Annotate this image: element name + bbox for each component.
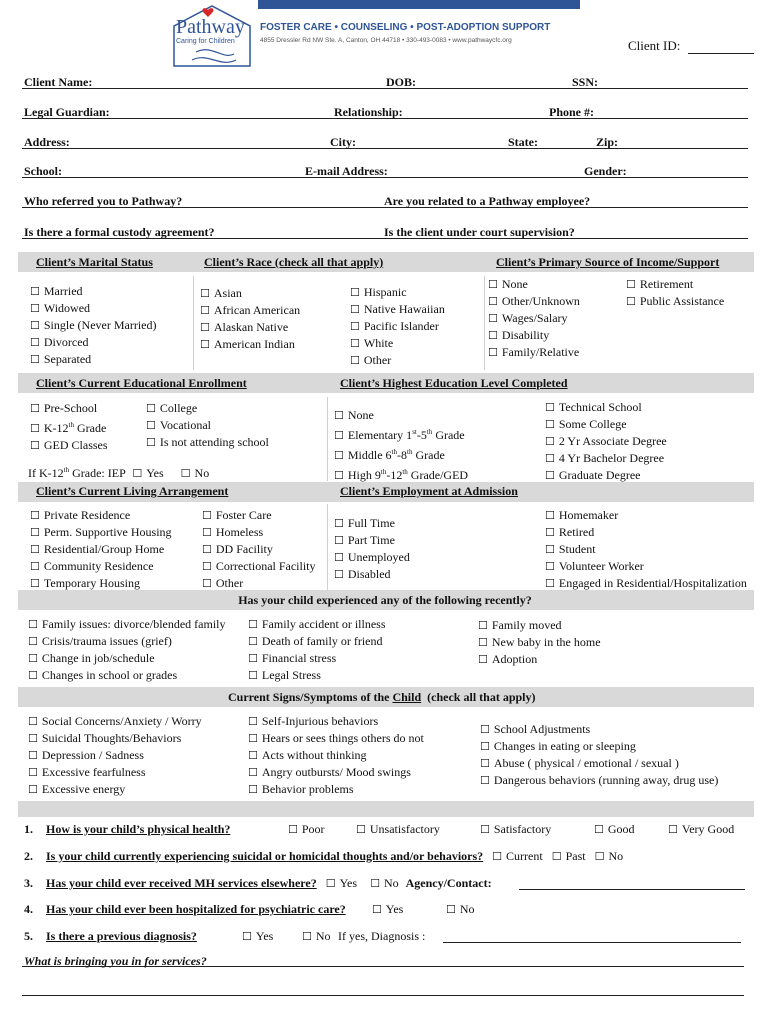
race-option[interactable]: ☐ Asian <box>200 285 300 302</box>
question-number: 3. <box>24 876 33 890</box>
iep-row <box>28 466 209 481</box>
email-label: E-mail Address: <box>305 164 388 178</box>
employment-option[interactable]: ☐ Volunteer Worker <box>545 558 747 575</box>
iep-yes[interactable]: ☐ Yes <box>132 466 163 480</box>
question-5 <box>24 929 197 944</box>
header-address: 4855 Dressler Rd NW Ste. A, Canton, OH 44718 • 330-493-0083 • www.pathwaycfc.org <box>260 37 512 44</box>
phone-label: Phone #: <box>549 105 594 119</box>
living-option[interactable]: ☐ Private Residence <box>30 507 172 524</box>
elem-label: Elementary 1 <box>347 428 413 442</box>
symptoms-heading-post: (check all that apply) <box>421 690 536 704</box>
experienced-option[interactable]: ☐ Financial stress <box>248 650 386 667</box>
symptoms-list-a <box>28 713 202 798</box>
ssn-label: SSN: <box>572 75 599 89</box>
symptoms-list-b <box>248 713 424 798</box>
marital-list <box>30 283 157 368</box>
race-option[interactable]: ☐ Other <box>350 352 445 369</box>
race-option[interactable]: ☐ Alaskan Native <box>200 319 300 336</box>
elem-mid: -5 <box>416 428 427 442</box>
high-end: Grade/GED <box>407 468 469 482</box>
address-field[interactable] <box>22 148 748 149</box>
health-satisfactory[interactable]: ☐ Satisfactory <box>480 822 551 837</box>
client-id-field[interactable] <box>688 53 754 54</box>
marital-heading: Client’s Marital Status <box>36 255 153 269</box>
symptom-option[interactable]: ☐ Angry outbursts/ Mood swings <box>248 764 424 781</box>
race-list-a <box>200 285 300 353</box>
question-2 <box>24 849 623 864</box>
divider <box>327 397 328 481</box>
employment-heading: Client’s Employment at Admission <box>340 484 518 498</box>
edu-highest-option[interactable] <box>334 444 468 464</box>
high-sup: th <box>380 468 387 476</box>
middle-label: Middle 6 <box>347 448 392 462</box>
experienced-list-c <box>478 617 601 668</box>
divider <box>484 276 485 370</box>
living-list-b <box>202 507 316 592</box>
employment-option[interactable]: ☐ Student <box>545 541 747 558</box>
race-option[interactable]: ☐ Hispanic <box>350 284 445 301</box>
edu-option[interactable]: ☐ Pre-School <box>30 400 108 417</box>
employment-list-b <box>545 507 747 592</box>
edu-highest-option[interactable]: ☐ 2 Yr Associate Degree <box>545 433 667 450</box>
hospitalized-no[interactable]: ☐ No <box>446 902 475 917</box>
question-number: 4. <box>24 902 33 916</box>
state-label: State: <box>508 135 538 149</box>
symptom-option[interactable]: ☐ Changes in eating or sleeping <box>480 738 718 755</box>
living-option[interactable]: ☐ Other <box>202 575 316 592</box>
experienced-option[interactable]: ☐ Family moved <box>478 617 601 634</box>
employment-list-a <box>334 515 410 583</box>
income-option[interactable]: ☐ Wages/Salary <box>488 310 580 327</box>
related-label: Are you related to a Pathway employee? <box>384 194 591 208</box>
elem-sup: st <box>412 428 417 436</box>
symptom-option[interactable]: ☐ Self-Injurious behaviors <box>248 713 424 730</box>
question-text: Is there a previous diagnosis? <box>46 929 197 943</box>
employment-option[interactable]: ☐ Full Time <box>334 515 410 532</box>
race-option[interactable]: ☐ Native Hawaiian <box>350 301 445 318</box>
edu-highest-option[interactable]: ☐ 4 Yr Bachelor Degree <box>545 450 667 467</box>
city-label: City: <box>330 135 356 149</box>
income-option[interactable]: ☐ None <box>488 276 580 293</box>
race-option[interactable]: ☐ Pacific Islander <box>350 318 445 335</box>
experienced-option[interactable]: ☐ Legal Stress <box>248 667 386 684</box>
living-option[interactable]: ☐ Foster Care <box>202 507 316 524</box>
suicidal-past[interactable]: ☐ Past <box>552 849 586 863</box>
k12-sup: th <box>68 421 74 429</box>
edu-highest-option[interactable]: ☐ Graduate Degree <box>545 467 667 484</box>
agency-contact-field[interactable] <box>519 889 745 890</box>
living-heading: Client’s Current Living Arrangement <box>36 484 229 498</box>
court-label: Is the client under court supervision? <box>384 225 575 239</box>
diagnosis-if-label: If yes, Diagnosis : <box>338 929 426 943</box>
iep-label: Grade: IEP <box>69 466 126 480</box>
income-option[interactable]: ☐ Public Assistance <box>626 293 724 310</box>
k12-label: K-12 <box>43 421 69 435</box>
dob-label: DOB: <box>386 75 416 89</box>
header-bar <box>258 0 580 9</box>
edu-highest-option[interactable] <box>334 464 468 484</box>
bringing-label: What is bringing you in for services? <box>24 954 207 968</box>
elem-sup: th <box>426 428 433 436</box>
section-band-questions <box>18 801 754 817</box>
edu-highest-option[interactable]: ☐ Technical School <box>545 399 667 416</box>
iep-no[interactable]: ☐ No <box>181 466 210 480</box>
agency-contact-label: Agency/Contact: <box>405 876 492 890</box>
question-text: Has your child ever received MH services elsewhere? <box>46 876 317 890</box>
hospitalized-yes[interactable]: ☐ Yes <box>372 902 403 917</box>
symptom-option[interactable]: ☐ Abuse ( physical / emotional / sexual ) <box>480 755 718 772</box>
edu-highest-heading: Client’s Highest Education Level Completed <box>340 376 568 390</box>
question-number: 2. <box>24 849 33 863</box>
employment-option[interactable]: ☐ Retired <box>545 524 747 541</box>
race-heading: Client’s Race (check all that apply) <box>204 255 384 269</box>
marital-option[interactable]: ☐ Widowed <box>30 300 157 317</box>
high-mid: -12 <box>386 468 403 482</box>
race-option[interactable]: ☐ African American <box>200 302 300 319</box>
question-number: 1. <box>24 822 33 836</box>
divider <box>193 276 194 370</box>
iep-sup: th <box>63 466 70 474</box>
edu-current-list-b <box>146 400 269 451</box>
edu-highest-list-a <box>334 407 468 484</box>
experienced-option[interactable]: ☐ New baby in the home <box>478 634 601 651</box>
symptom-option[interactable]: ☐ Excessive energy <box>28 781 202 798</box>
race-option[interactable]: ☐ White <box>350 335 445 352</box>
question-text: Is your child currently experiencing suicidal or homicidal thoughts and/or behaviors? <box>46 849 484 863</box>
edu-option[interactable]: ☐ GED Classes <box>30 437 108 454</box>
suicidal-current[interactable]: ☐ Current <box>492 849 543 863</box>
diagnosis-no[interactable]: ☐ No <box>302 929 331 944</box>
experienced-list-a <box>28 616 226 684</box>
gender-label: Gender: <box>584 164 627 178</box>
symptom-option[interactable]: ☐ Dangerous behaviors (running away, drug use) <box>480 772 718 789</box>
experienced-option[interactable]: ☐ Adoption <box>478 651 601 668</box>
middle-mid: -8 <box>397 448 407 462</box>
client-id-label: Client ID: <box>628 38 681 53</box>
question-4 <box>24 902 346 917</box>
bringing-field-2[interactable] <box>22 995 744 996</box>
income-heading: Client’s Primary Source of Income/Support <box>496 255 720 269</box>
middle-sup: th <box>391 448 397 456</box>
symptom-option[interactable]: ☐ Behavior problems <box>248 781 424 798</box>
edu-highest-option[interactable]: ☐ Some College <box>545 416 667 433</box>
symptom-option[interactable]: ☐ Suicidal Thoughts/Behaviors <box>28 730 202 747</box>
question-text: Has your child ever been hospitalized for psychiatric care? <box>46 902 346 916</box>
symptom-option[interactable]: ☐ Depression / Sadness <box>28 747 202 764</box>
relationship-label: Relationship: <box>334 105 403 119</box>
income-list-a <box>488 276 580 361</box>
living-option[interactable]: ☐ DD Facility <box>202 541 316 558</box>
referred-label: Who referred you to Pathway? <box>24 194 183 208</box>
health-poor[interactable]: ☐ Poor <box>288 822 325 837</box>
symptom-option[interactable]: ☐ Social Concerns/Anxiety / Worry <box>28 713 202 730</box>
edu-current-list <box>30 400 108 454</box>
header-services: FOSTER CARE • COUNSELING • POST-ADOPTION SUPPORT <box>260 22 551 33</box>
race-option[interactable]: ☐ American Indian <box>200 336 300 353</box>
iep-prefix: If K-12 <box>28 466 64 480</box>
symptoms-heading-pre: Current Signs/Symptoms of the <box>228 690 393 704</box>
edu-highest-option[interactable]: ☐ None <box>334 407 468 424</box>
middle-end: Grade <box>412 448 445 462</box>
living-list-a <box>30 507 172 592</box>
question-3 <box>24 876 492 891</box>
experienced-list-b <box>248 616 386 684</box>
income-option[interactable]: ☐ Disability <box>488 327 580 344</box>
race-list-b <box>350 284 445 369</box>
income-option[interactable]: ☐ Family/Relative <box>488 344 580 361</box>
bringing-field[interactable] <box>22 966 744 967</box>
employment-option[interactable]: ☐ Homemaker <box>545 507 747 524</box>
zip-label: Zip: <box>596 135 619 149</box>
symptoms-heading-child: Child <box>392 690 422 704</box>
legal-guardian-label: Legal Guardian: <box>24 105 110 119</box>
edu-option[interactable]: ☐ Vocational <box>146 417 269 434</box>
employment-option[interactable]: ☐ Engaged in Residential/Hospitalization <box>545 575 747 592</box>
mh-no[interactable]: ☐ No <box>370 876 399 890</box>
mh-yes[interactable]: ☐ Yes <box>326 876 357 890</box>
symptom-option[interactable]: ☐ Acts without thinking <box>248 747 424 764</box>
edu-current-heading: Client’s Current Educational Enrollment <box>36 376 247 390</box>
edu-option[interactable]: ☐ Is not attending school <box>146 434 269 451</box>
experienced-option[interactable]: ☐ Crisis/trauma issues (grief) <box>28 633 226 650</box>
marital-option[interactable]: ☐ Divorced <box>30 334 157 351</box>
high-label: High 9 <box>347 468 381 482</box>
edu-highest-option[interactable] <box>334 424 468 444</box>
living-option[interactable]: ☐ Temporary Housing <box>30 575 172 592</box>
experienced-option[interactable]: ☐ Change in job/schedule <box>28 650 226 667</box>
marital-option[interactable]: ☐ Separated <box>30 351 157 368</box>
diagnosis-yes[interactable]: ☐ Yes <box>242 929 273 944</box>
marital-option[interactable]: ☐ Single (Never Married) <box>30 317 157 334</box>
living-option[interactable]: ☐ Residential/Group Home <box>30 541 172 558</box>
living-option[interactable]: ☐ Perm. Supportive Housing <box>30 524 172 541</box>
symptoms-heading <box>228 690 536 705</box>
middle-sup: th <box>407 448 413 456</box>
logo-tagline: Caring for Children <box>176 38 235 45</box>
question-1 <box>24 822 230 837</box>
divider <box>327 504 328 590</box>
income-list-b <box>626 276 724 310</box>
living-option[interactable]: ☐ Correctional Facility <box>202 558 316 575</box>
employment-option[interactable]: ☐ Part Time <box>334 532 410 549</box>
health-good[interactable]: ☐ Good <box>594 822 635 837</box>
logo-name: Pathway <box>176 16 245 38</box>
experienced-option[interactable]: ☐ Death of family or friend <box>248 633 386 650</box>
question-number: 5. <box>24 929 33 943</box>
income-option[interactable]: ☐ Retirement <box>626 276 724 293</box>
symptom-option[interactable]: ☐ Hears or sees things others do not <box>248 730 424 747</box>
health-unsatisfactory[interactable]: ☐ Unsatisfactory <box>356 822 440 837</box>
edu-option[interactable]: ☐ College <box>146 400 269 417</box>
experienced-option[interactable]: ☐ Family issues: divorce/blended family <box>28 616 226 633</box>
school-label: School: <box>24 164 63 178</box>
living-option[interactable]: ☐ Community Residence <box>30 558 172 575</box>
symptoms-list-c <box>480 721 718 789</box>
client-name-field[interactable] <box>22 88 748 89</box>
experienced-option[interactable]: ☐ Changes in school or grades <box>28 667 226 684</box>
employment-option[interactable]: ☐ Disabled <box>334 566 410 583</box>
symptom-option[interactable]: ☐ Excessive fearfulness <box>28 764 202 781</box>
address-label: Address: <box>24 135 70 149</box>
suicidal-no[interactable]: ☐ No <box>595 849 624 863</box>
custody-label: Is there a formal custody agreement? <box>24 225 215 239</box>
client-name-label: Client Name: <box>24 75 93 89</box>
k12-rest: Grade <box>74 421 107 435</box>
income-option[interactable]: ☐ Other/Unknown <box>488 293 580 310</box>
edu-highest-list-b <box>545 399 667 484</box>
marital-option[interactable]: ☐ Married <box>30 283 157 300</box>
edu-option[interactable] <box>30 417 108 437</box>
employment-option[interactable]: ☐ Unemployed <box>334 549 410 566</box>
experienced-option[interactable]: ☐ Family accident or illness <box>248 616 386 633</box>
question-text: How is your child’s physical health? <box>46 822 231 836</box>
symptom-option[interactable]: ☐ School Adjustments <box>480 721 718 738</box>
elem-end: Grade <box>432 428 465 442</box>
diagnosis-field[interactable] <box>443 942 741 943</box>
health-very-good[interactable]: ☐ Very Good <box>668 822 734 837</box>
experienced-heading: Has your child experienced any of the following recently? <box>238 593 532 607</box>
living-option[interactable]: ☐ Homeless <box>202 524 316 541</box>
high-sup: th <box>402 468 408 476</box>
